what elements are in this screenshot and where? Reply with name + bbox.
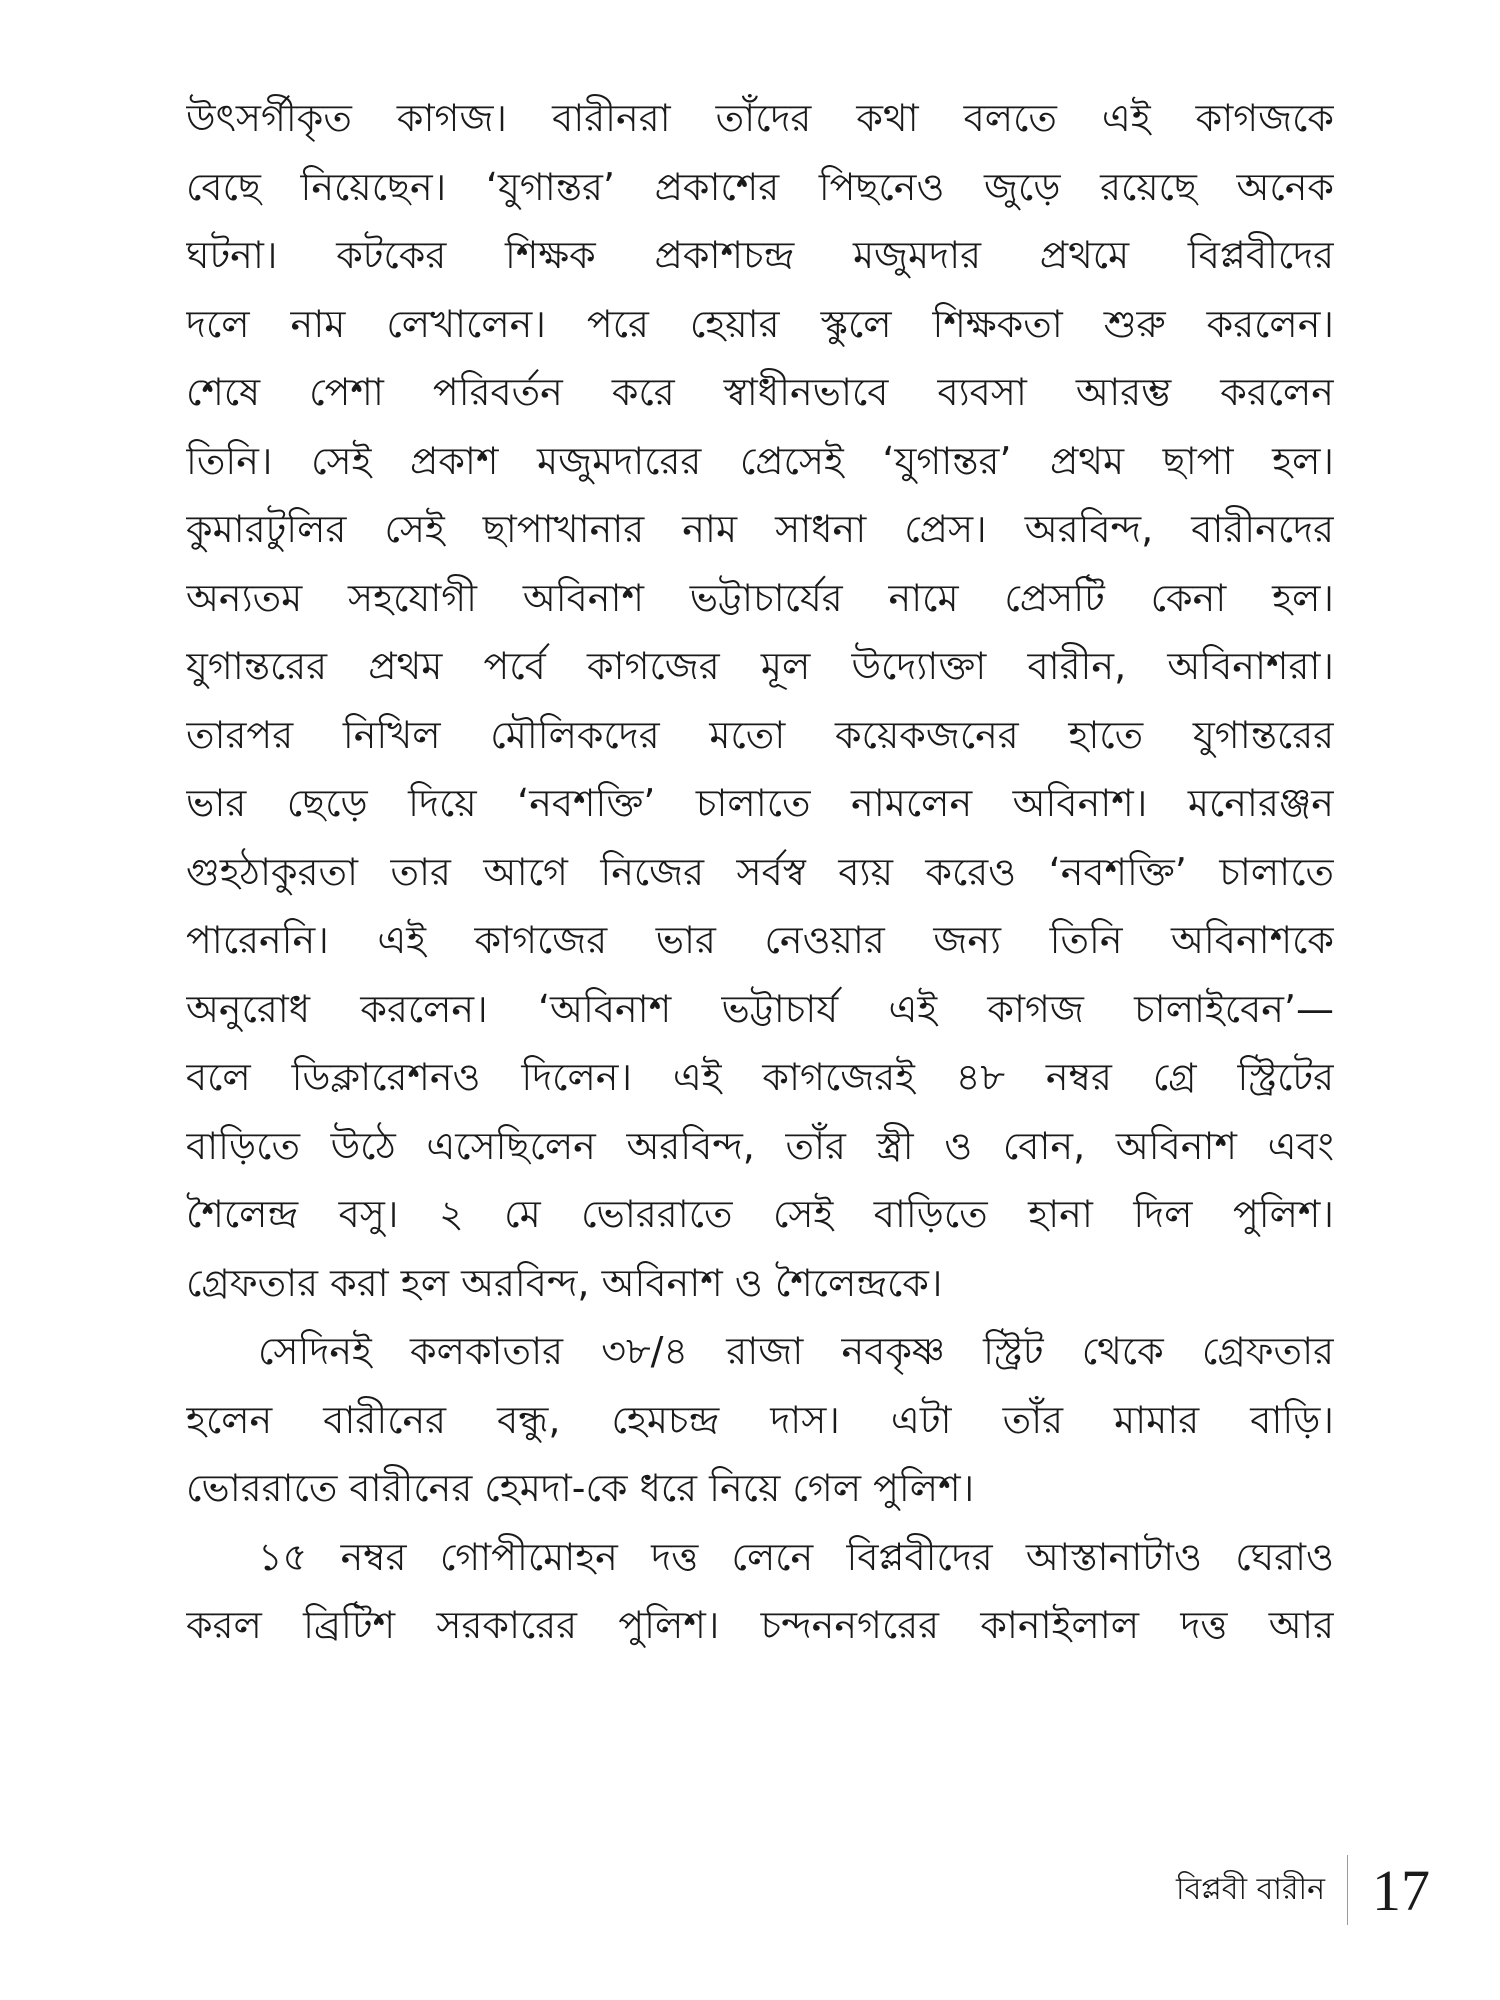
text-line: বাড়িতে উঠে এসেছিলেন অরবিন্দ, তাঁর স্ত্রী ও বোন, অবিনাশ এবং — [186, 1123, 1334, 1168]
text-line: বলে ডিক্লারেশনও দিলেন। এই কাগজেরই ৪৮ নম্বর গ্রে স্ট্রিটের — [186, 1055, 1334, 1099]
text-line: ভোররাতে বারীনের হেমদা-কে ধরে নিয়ে গেল পুলিশ। — [186, 1466, 975, 1510]
page-footer — [1176, 1840, 1430, 1940]
page-number: 17 — [1372, 1857, 1430, 1923]
text-line: গুহঠাকুরতা তার আগে নিজের সর্বস্ব ব্যয় করেও ‘নবশক্তি’ চালাতে — [186, 849, 1334, 894]
text-line: উৎসর্গীকৃত কাগজ। বারীনরা তাঁদের কথা বলতে এই কাগজকে — [186, 96, 1334, 140]
paragraph-3 — [186, 1523, 1334, 1660]
text-line: ভার ছেড়ে দিয়ে ‘নবশক্তি’ চালাতে নামলেন অবিনাশ। মনোরঞ্জন — [186, 781, 1334, 825]
paragraph-1 — [186, 84, 1334, 1317]
text-line: বেছে নিয়েছেন। ‘যুগান্তর’ প্রকাশের পিছনেও জুড়ে রয়েছে অনেক — [186, 164, 1334, 209]
text-line: সেদিনই কলকাতার ৩৮/৪ রাজা নবকৃষ্ণ স্ট্রিট থেকে গ্রেফতার — [258, 1329, 1334, 1373]
text-line: তিনি। সেই প্রকাশ মজুমদারের প্রেসেই ‘যুগান্তর’ প্রথম ছাপা হল। — [186, 438, 1334, 483]
text-line: পারেননি। এই কাগজের ভার নেওয়ার জন্য তিনি অবিনাশকে — [186, 918, 1334, 962]
text-line: অন্যতম সহযোগী অবিনাশ ভট্টাচার্যের নামে প্রেসটি কেনা হল। — [186, 575, 1334, 620]
text-line: ঘটনা। কটকের শিক্ষক প্রকাশচন্দ্র মজুমদার প্রথমে বিপ্লবীদের — [186, 233, 1334, 277]
text-line: হলেন বারীনের বন্ধু, হেমচন্দ্র দাস। এটা তাঁর মামার বাড়ি। — [186, 1397, 1334, 1442]
footer-divider — [1347, 1855, 1348, 1925]
running-title: বিপ্লবী বারীন — [1176, 1871, 1325, 1907]
body-text — [186, 84, 1334, 1660]
text-line: ১৫ নম্বর গোপীমোহন দত্ত লেনে বিপ্লবীদের আস্তানাটাও ঘেরাও — [258, 1534, 1334, 1579]
text-line: যুগান্তরের প্রথম পর্বে কাগজের মূল উদ্যোক্তা বারীন, অবিনাশরা। — [186, 644, 1334, 688]
paragraph-2 — [186, 1317, 1334, 1523]
text-line: দলে নাম লেখালেন। পরে হেয়ার স্কুলে শিক্ষকতা শুরু করলেন। — [186, 301, 1334, 346]
text-line: তারপর নিখিল মৌলিকদের মতো কয়েকজনের হাতে যুগান্তরের — [186, 712, 1334, 757]
text-line: করল ব্রিটিশ সরকারের পুলিশ। চন্দননগরের কানাইলাল দত্ত আর — [186, 1603, 1334, 1647]
text-line: অনুরোধ করলেন। ‘অবিনাশ ভট্টাচার্য এই কাগজ চালাইবেন’— — [186, 986, 1334, 1031]
text-line: কুমারটুলির সেই ছাপাখানার নাম সাধনা প্রেস। অরবিন্দ, বারীনদের — [186, 507, 1334, 551]
text-line: গ্রেফতার করা হল অরবিন্দ, অবিনাশ ও শৈলেন্দ্রকে। — [186, 1260, 943, 1305]
text-line: শৈলেন্দ্র বসু। ২ মে ভোররাতে সেই বাড়িতে হানা দিল পুলিশ। — [186, 1192, 1334, 1236]
text-line: শেষে পেশা পরিবর্তন করে স্বাধীনভাবে ব্যবসা আরম্ভ করলেন — [186, 370, 1334, 414]
